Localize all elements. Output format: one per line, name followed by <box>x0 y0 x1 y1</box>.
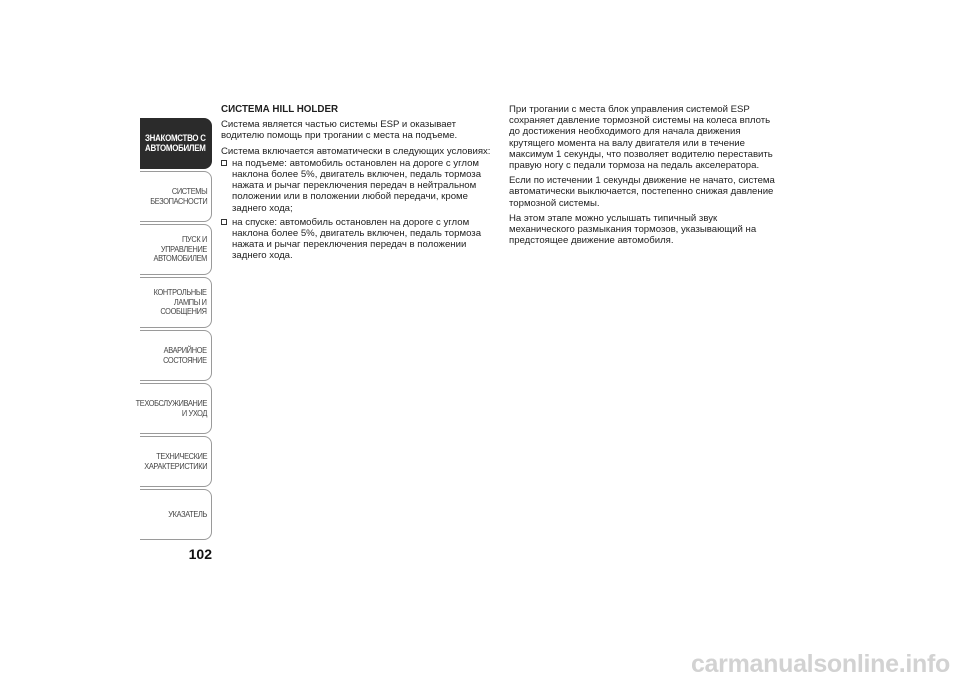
tab-znakomstvo[interactable] <box>140 118 212 169</box>
tab-pusk-i-upravlenie[interactable] <box>140 224 212 275</box>
list-item-text: на спуске: автомобиль остановлен на дороге с углом наклона более 5%, двигатель включен, педаль тормоза нажата и рычаг переключения передач в положении заднего хода. <box>232 216 482 262</box>
tab-tehobsluzhivanie[interactable] <box>135 383 212 434</box>
paragraph: Если по истечении 1 секунды движение не начато, система автоматически выключается, постепенно снижая давление тормозной системы. <box>509 175 775 209</box>
paragraph: Система является частью системы ESP и оказывает водителю помощь при трогании с места на подъеме. <box>221 119 458 142</box>
list-item <box>221 217 493 262</box>
tab-label: УКАЗАТЕЛЬ <box>168 508 207 519</box>
tab-ukazatel[interactable] <box>140 489 212 540</box>
tab-label: ПУСК И УПРАВЛЕНИЕ АВТОМОБИЛЕМ <box>153 234 207 264</box>
tab-tehnicheskie-harakteristiki[interactable] <box>140 436 212 487</box>
checkbox-bullet-icon <box>221 219 227 225</box>
list-item-text: на подъеме: автомобиль остановлен на дороге с углом наклона более 5%, двигатель включен, педаль тормоза нажата и рычаг переключения передач в нейтральном положении или в положении любой передачи, кроме заднего хода; <box>232 157 482 214</box>
checkbox-bullet-icon <box>221 160 227 166</box>
section-heading: СИСТЕМА HILL HOLDER <box>221 104 339 115</box>
left-column <box>221 104 493 265</box>
paragraph: Система включается автоматически в следующих условиях: <box>221 145 491 157</box>
tab-label: ТЕХНИЧЕСКИЕ ХАРАКТЕРИСТИКИ <box>144 450 207 471</box>
list-item <box>221 158 493 214</box>
paragraph: При трогании с места блок управления системой ESP сохраняет давление тормозной системы на колеса вплоть до достижения необходимого для начала движения крутящего момента на валу двигателя или в течение максимум 1 секунды, что позволяет водителю переставить правую ногу с педали тормоза на педаль акселератора. <box>509 104 773 172</box>
page-number: 102 <box>188 546 212 562</box>
tab-label: ТЕХОБСЛУЖИВАНИЕ И УХОД <box>135 397 207 418</box>
tab-avariynoe-sostoyanie[interactable] <box>140 330 212 381</box>
watermark: carmanualsonline.info <box>690 650 950 678</box>
tab-label: СИСТЕМЫ БЕЗОПАСНОСТИ <box>149 185 207 206</box>
tab-label: ЗНАКОМСТВО С АВТОМОБИЛЕМ <box>145 132 206 153</box>
tab-sistemy-bezopasnosti[interactable] <box>140 171 212 222</box>
tab-label: АВАРИЙНОЕ СОСТОЯНИЕ <box>163 344 207 365</box>
paragraph: На этом этапе можно услышать типичный звук механического размыкания тормозов, указывающий на предстоящее движение автомобиля. <box>509 212 757 247</box>
tab-label: КОНТРОЛЬНЫЕ ЛАМПЫ И СООБЩЕНИЯ <box>154 287 207 317</box>
tab-kontrolnye-lampy[interactable] <box>140 277 212 328</box>
right-column <box>509 104 781 250</box>
